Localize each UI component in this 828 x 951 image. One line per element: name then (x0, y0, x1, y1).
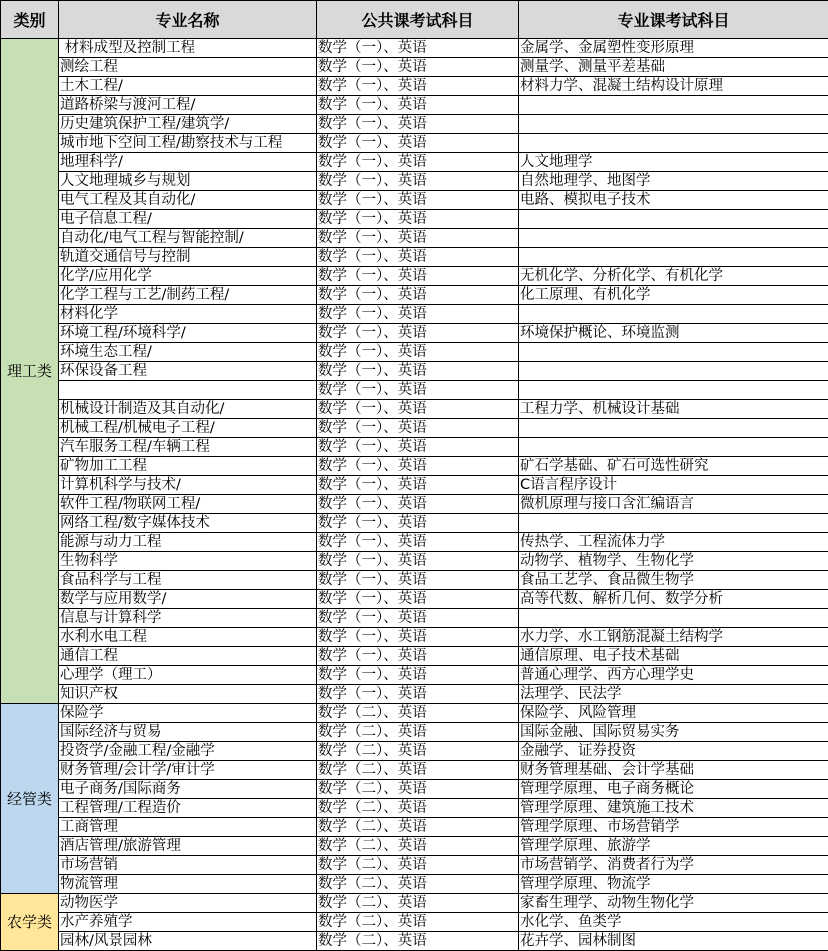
major-exam-cell: 材料力学、混凝土结构设计原理 (519, 77, 828, 96)
table-row (1, 571, 828, 590)
public-exam-cell: 数学（一）、英语 (317, 495, 519, 514)
header-major-exam: 专业课考试科目 (519, 1, 828, 39)
major-exam-cell (519, 248, 828, 267)
major-cell: 土木工程/ (59, 77, 317, 96)
public-exam-cell: 数学（二）、英语 (317, 761, 519, 780)
major-cell: 电子信息工程/ (59, 210, 317, 229)
major-exam-cell: 财务管理基础、会计学基础 (519, 761, 828, 780)
major-exam-cell: 人文地理学 (519, 153, 828, 172)
major-cell: 工程管理/工程造价 (59, 799, 317, 818)
major-exam-cell: 管理学原理、市场营销学 (519, 818, 828, 837)
major-cell: 机械工程/机械电子工程/ (59, 419, 317, 438)
table-row (1, 400, 828, 419)
table-row (1, 932, 828, 951)
major-cell: 国际经济与贸易 (59, 723, 317, 742)
major-cell: 城市地下空间工程/勘察技术与工程 (59, 134, 317, 153)
major-exam-cell (519, 343, 828, 362)
category-cell: 农学类 (1, 894, 59, 951)
major-exam-cell (519, 438, 828, 457)
table-row (1, 324, 828, 343)
public-exam-cell: 数学（一）、英语 (317, 229, 519, 248)
major-cell: 信息与计算科学 (59, 609, 317, 628)
major-cell: 材料成型及控制工程 (59, 39, 317, 58)
table-row (1, 39, 828, 58)
table-row (1, 229, 828, 248)
public-exam-cell: 数学（一）、英语 (317, 248, 519, 267)
major-cell: 园林/风景园林 (59, 932, 317, 951)
table-row (1, 704, 828, 723)
major-exam-cell: 动物学、植物学、生物化学 (519, 552, 828, 571)
major-exam-cell: 矿石学基础、矿石可选性研究 (519, 457, 828, 476)
table-row (1, 476, 828, 495)
public-exam-cell: 数学（一）、英语 (317, 419, 519, 438)
table-row (1, 305, 828, 324)
public-exam-cell: 数学（一）、英语 (317, 115, 519, 134)
major-exam-cell (519, 362, 828, 381)
header-major: 专业名称 (59, 1, 317, 39)
major-cell: 投资学/金融工程/金融学 (59, 742, 317, 761)
table-row (1, 514, 828, 533)
table-row (1, 761, 828, 780)
major-cell: 自动化/电气工程与智能控制/ (59, 229, 317, 248)
major-cell: 水产养殖学 (59, 913, 317, 932)
public-exam-cell: 数学（一）、英语 (317, 476, 519, 495)
major-cell: 环境生态工程/ (59, 343, 317, 362)
major-cell: 环境工程/环境科学/ (59, 324, 317, 343)
major-exam-cell: 工程力学、机械设计基础 (519, 400, 828, 419)
public-exam-cell: 数学（一）、英语 (317, 324, 519, 343)
major-cell: 电气工程及其自动化/ (59, 191, 317, 210)
public-exam-cell: 数学（一）、英语 (317, 77, 519, 96)
major-exam-cell (519, 419, 828, 438)
major-exam-cell: 电路、模拟电子技术 (519, 191, 828, 210)
major-exam-cell (519, 210, 828, 229)
table-row (1, 77, 828, 96)
public-exam-cell: 数学（一）、英语 (317, 39, 519, 58)
table-row (1, 875, 828, 894)
table-row (1, 837, 828, 856)
public-exam-cell: 数学（二）、英语 (317, 742, 519, 761)
major-cell: 测绘工程 (59, 58, 317, 77)
table-row (1, 799, 828, 818)
major-exam-cell: 自然地理学、地图学 (519, 172, 828, 191)
table-row (1, 780, 828, 799)
public-exam-cell: 数学（二）、英语 (317, 932, 519, 951)
major-exam-cell: 水化学、鱼类学 (519, 913, 828, 932)
public-exam-cell: 数学（一）、英语 (317, 267, 519, 286)
table-row (1, 742, 828, 761)
public-exam-cell: 数学（一）、英语 (317, 590, 519, 609)
major-cell: 物流管理 (59, 875, 317, 894)
major-exam-cell: 通信原理、电子技术基础 (519, 647, 828, 666)
major-cell: 人文地理城乡与规划 (59, 172, 317, 191)
table-row (1, 438, 828, 457)
public-exam-cell: 数学（二）、英语 (317, 894, 519, 913)
major-exam-cell (519, 134, 828, 153)
major-cell: 道路桥梁与渡河工程/ (59, 96, 317, 115)
public-exam-cell: 数学（一）、英语 (317, 552, 519, 571)
public-exam-cell: 数学（一）、英语 (317, 305, 519, 324)
public-exam-cell: 数学（二）、英语 (317, 723, 519, 742)
major-exam-cell: 法理学、民法学 (519, 685, 828, 704)
major-exam-cell: 化工原理、有机化学 (519, 286, 828, 305)
major-exam-cell: 水力学、水工钢筋混凝土结构学 (519, 628, 828, 647)
major-cell: 计算机科学与技术/ (59, 476, 317, 495)
category-cell: 理工类 (1, 39, 59, 704)
major-exam-cell: 传热学、工程流体力学 (519, 533, 828, 552)
public-exam-cell: 数学（一）、英语 (317, 438, 519, 457)
major-exam-cell: 管理学原理、旅游学 (519, 837, 828, 856)
table-row (1, 609, 828, 628)
public-exam-cell: 数学（一）、英语 (317, 343, 519, 362)
public-exam-cell: 数学（一）、英语 (317, 134, 519, 153)
major-exam-cell (519, 305, 828, 324)
table-row (1, 362, 828, 381)
major-exam-cell: 环境保护概论、环境监测 (519, 324, 828, 343)
public-exam-cell: 数学（一）、英语 (317, 172, 519, 191)
major-exam-cell (519, 229, 828, 248)
major-cell: 化学工程与工艺/制药工程/ (59, 286, 317, 305)
major-cell: 财务管理/会计学/审计学 (59, 761, 317, 780)
major-cell: 网络工程/数字媒体技术 (59, 514, 317, 533)
table-row (1, 286, 828, 305)
public-exam-cell: 数学（二）、英语 (317, 704, 519, 723)
major-cell: 材料化学 (59, 305, 317, 324)
major-cell: 水利水电工程 (59, 628, 317, 647)
major-exam-cell: 管理学原理、物流学 (519, 875, 828, 894)
table-row (1, 210, 828, 229)
public-exam-cell: 数学（二）、英语 (317, 837, 519, 856)
public-exam-cell: 数学（一）、英语 (317, 191, 519, 210)
major-exam-cell: 金属学、金属塑性变形原理 (519, 39, 828, 58)
table-row (1, 590, 828, 609)
major-exam-cell: 无机化学、分析化学、有机化学 (519, 267, 828, 286)
table-row (1, 172, 828, 191)
major-cell: 生物科学 (59, 552, 317, 571)
table-row (1, 153, 828, 172)
header-row (1, 1, 828, 39)
major-cell: 轨道交通信号与控制 (59, 248, 317, 267)
public-exam-cell: 数学（一）、英语 (317, 533, 519, 552)
major-exam-cell (519, 115, 828, 134)
public-exam-cell: 数学（一）、英语 (317, 362, 519, 381)
major-cell: 地理科学/ (59, 153, 317, 172)
public-exam-cell: 数学（一）、英语 (317, 609, 519, 628)
table-row (1, 533, 828, 552)
table-row (1, 666, 828, 685)
major-exam-cell: 食品工艺学、食品微生物学 (519, 571, 828, 590)
major-exam-cell: 管理学原理、电子商务概论 (519, 780, 828, 799)
table-row (1, 343, 828, 362)
table-row (1, 381, 828, 400)
public-exam-cell: 数学（一）、英语 (317, 571, 519, 590)
public-exam-cell: 数学（一）、英语 (317, 666, 519, 685)
major-exam-cell: 管理学原理、建筑施工技术 (519, 799, 828, 818)
major-exam-cell: 保险学、风险管理 (519, 704, 828, 723)
major-exam-cell (519, 96, 828, 115)
major-cell: 矿物加工工程 (59, 457, 317, 476)
major-exam-cell: 家畜生理学、动物生物化学 (519, 894, 828, 913)
major-exam-cell: 测量学、测量平差基础 (519, 58, 828, 77)
public-exam-cell: 数学（一）、英语 (317, 647, 519, 666)
public-exam-cell: 数学（二）、英语 (317, 780, 519, 799)
major-cell (59, 381, 317, 400)
table-body (1, 39, 828, 951)
table-row (1, 96, 828, 115)
major-exam-cell: 市场营销学、消费者行为学 (519, 856, 828, 875)
public-exam-cell: 数学（一）、英语 (317, 96, 519, 115)
major-exam-cell: 花卉学、园林制图 (519, 932, 828, 951)
major-cell: 能源与动力工程 (59, 533, 317, 552)
major-cell: 环保设备工程 (59, 362, 317, 381)
major-exam-cell: 微机原理与接口含汇编语言 (519, 495, 828, 514)
table-row (1, 419, 828, 438)
major-cell: 数学与应用数学/ (59, 590, 317, 609)
major-cell: 保险学 (59, 704, 317, 723)
major-exam-cell (519, 609, 828, 628)
major-cell: 历史建筑保护工程/建筑学/ (59, 115, 317, 134)
public-exam-cell: 数学（二）、英语 (317, 799, 519, 818)
table-row (1, 457, 828, 476)
header-category: 类别 (1, 1, 59, 39)
major-exam-cell: 高等代数、解析几何、数学分析 (519, 590, 828, 609)
table-row (1, 856, 828, 875)
major-cell: 通信工程 (59, 647, 317, 666)
table-row (1, 495, 828, 514)
table-row (1, 818, 828, 837)
table-row (1, 552, 828, 571)
public-exam-cell: 数学（一）、英语 (317, 286, 519, 305)
major-cell: 酒店管理/旅游管理 (59, 837, 317, 856)
major-exam-cell: 普通心理学、西方心理学史 (519, 666, 828, 685)
major-exam-cell (519, 514, 828, 533)
major-cell: 机械设计制造及其自动化/ (59, 400, 317, 419)
public-exam-cell: 数学（一）、英语 (317, 400, 519, 419)
public-exam-cell: 数学（一）、英语 (317, 381, 519, 400)
header-public-exam: 公共课考试科目 (317, 1, 519, 39)
major-cell: 动物医学 (59, 894, 317, 913)
table-row (1, 248, 828, 267)
public-exam-cell: 数学（一）、英语 (317, 457, 519, 476)
public-exam-cell: 数学（二）、英语 (317, 818, 519, 837)
public-exam-cell: 数学（二）、英语 (317, 856, 519, 875)
major-cell: 汽车服务工程/车辆工程 (59, 438, 317, 457)
public-exam-cell: 数学（一）、英语 (317, 514, 519, 533)
category-cell: 经管类 (1, 704, 59, 894)
major-cell: 心理学（理工） (59, 666, 317, 685)
table-row (1, 628, 828, 647)
public-exam-cell: 数学（一）、英语 (317, 58, 519, 77)
table-row (1, 191, 828, 210)
major-cell: 食品科学与工程 (59, 571, 317, 590)
major-cell: 电子商务/国际商务 (59, 780, 317, 799)
public-exam-cell: 数学（一）、英语 (317, 210, 519, 229)
table-row (1, 894, 828, 913)
table-row (1, 913, 828, 932)
major-cell: 化学/应用化学 (59, 267, 317, 286)
table-row (1, 647, 828, 666)
major-exam-cell: 国际金融、国际贸易实务 (519, 723, 828, 742)
table-row (1, 723, 828, 742)
major-exam-cell: 金融学、证券投资 (519, 742, 828, 761)
public-exam-cell: 数学（一）、英语 (317, 628, 519, 647)
table-row (1, 115, 828, 134)
table-row (1, 267, 828, 286)
major-cell: 知识产权 (59, 685, 317, 704)
major-exam-cell: C语言程序设计 (519, 476, 828, 495)
table-row (1, 685, 828, 704)
public-exam-cell: 数学（一）、英语 (317, 685, 519, 704)
public-exam-cell: 数学（一）、英语 (317, 153, 519, 172)
major-cell: 市场营销 (59, 856, 317, 875)
table-row (1, 134, 828, 153)
major-cell: 工商管理 (59, 818, 317, 837)
public-exam-cell: 数学（二）、英语 (317, 875, 519, 894)
major-exam-cell (519, 381, 828, 400)
major-cell: 软件工程/物联网工程/ (59, 495, 317, 514)
table-row (1, 58, 828, 77)
public-exam-cell: 数学（二）、英语 (317, 913, 519, 932)
